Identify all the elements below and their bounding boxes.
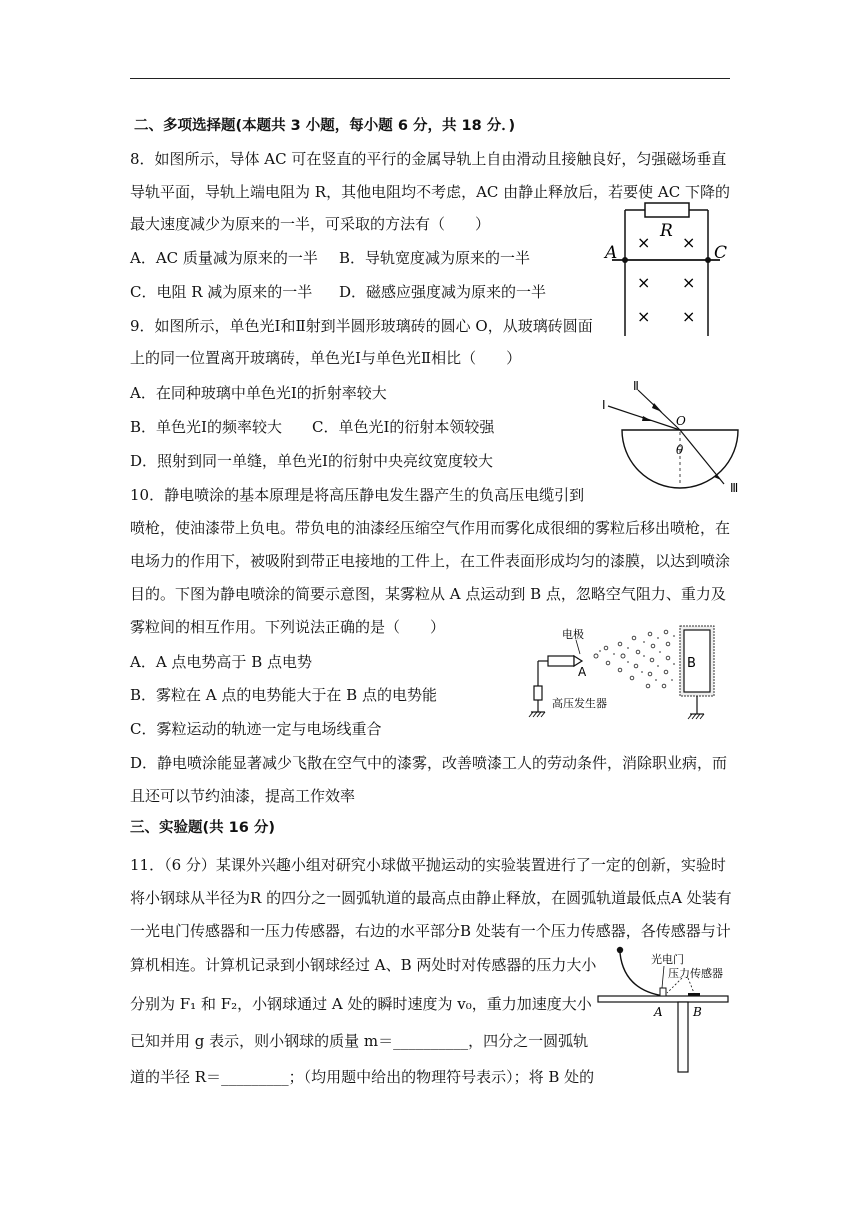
- q8-option-a: A．AC 质量减为原来的一半: [130, 249, 318, 267]
- q10-option-d-line-2: 且还可以节约油漆，提高工作效率: [130, 787, 356, 805]
- q9-ray-2-label: Ⅱ: [633, 379, 639, 393]
- q8-field-cross: ×: [637, 307, 651, 326]
- q11-stem-line-7: 道的半径 R＝_________；（均用题中给出的物理符号表示）；将 B 处的: [130, 1068, 595, 1086]
- q9-option-d: D．照射到同一单缝，单色光Ⅰ的衍射中央亮纹宽度较大: [130, 452, 493, 470]
- q9-center-o-label: O: [676, 414, 686, 428]
- q8-rail-resistor-figure: [600, 196, 740, 340]
- q10-stem-line-2: 喷枪，使油漆带上负电。带负电的油漆经压缩空气作用而雾化成很细的雾粒后移出喷枪，在: [130, 519, 731, 537]
- q10-stem-line-3: 电场力的作用下，被吸附到带正电接地的工件上，在工件表面形成均匀的漆膜，以达到喷涂: [130, 552, 731, 570]
- section-heading-multiple-choice: 二、多项选择题(本题共 3 小题，每小题 6 分，共 18 分．): [134, 118, 516, 134]
- q11-point-a-label: A: [654, 1005, 663, 1019]
- q8-field-cross: ×: [637, 273, 651, 292]
- q8-field-cross: ×: [682, 273, 696, 292]
- q10-option-a: A．A 点电势高于 B 点电势: [130, 653, 312, 671]
- q11-stem-line-1: 11．（6 分）某课外兴趣小组对研究小球做平抛运动的实验装置进行了一定的创新，实验时: [130, 856, 726, 874]
- q8-option-b: B．导轨宽度减为原来的一半: [339, 249, 531, 267]
- q10-electrostatic-spray-figure: [528, 618, 728, 728]
- q8-label-r: R: [660, 221, 673, 241]
- q11-pressure-sensor-label: 压力传感器: [668, 967, 723, 980]
- q8-option-d: D．磁感应强度减为原来的一半: [339, 283, 547, 301]
- q8-field-cross: ×: [682, 307, 696, 326]
- q10-option-b: B．雾粒在 A 点的电势能大于在 B 点的电势能: [130, 686, 437, 704]
- q9-ray-3-label: Ⅲ: [730, 481, 739, 494]
- q8-field-cross: ×: [637, 233, 651, 252]
- q8-field-cross: ×: [682, 233, 696, 252]
- q10-option-d-line-1: D．静电喷涂能显著减少飞散在空气中的漆雾，改善喷漆工人的劳动条件，消除职业病，而: [130, 754, 728, 772]
- q8-option-c: C．电阻 R 减为原来的一半: [130, 283, 313, 301]
- q8-stem-line-2: 导轨平面，导轨上端电阻为 R，其他电阻均不考虑，AC 由静止释放后，若要使 AC 下降的: [130, 183, 730, 201]
- q10-option-c: C．雾粒运动的轨迹一定与电场线重合: [130, 720, 382, 738]
- q10-electrode-label: 电极: [562, 628, 584, 641]
- q10-generator-label: 高压发生器: [552, 697, 607, 710]
- q11-projectile-apparatus-figure: [596, 944, 736, 1076]
- q9-option-b: B．单色光Ⅰ的频率较大: [130, 418, 282, 436]
- q10-point-a-label: A: [578, 665, 587, 679]
- q11-stem-line-4: 算机相连。计算机记录到小钢球经过 A、B 两处时对传感器的压力大小: [130, 956, 597, 974]
- q11-point-b-label: B: [693, 1005, 702, 1019]
- q10-stem-line-5: 雾粒间的相互作用。下列说法正确的是（ ）: [130, 618, 446, 636]
- q10-workpiece-b-label: B: [687, 656, 696, 671]
- q10-stem-line-4: 目的。下图为静电喷涂的简要示意图，某雾粒从 A 点运动到 B 点，忽略空气阻力、重力及: [130, 585, 726, 603]
- q10-stem-line-1: 10．静电喷涂的基本原理是将高压静电发生器产生的负高压电缆引到: [130, 486, 585, 504]
- q11-stem-line-5: 分别为 F₁ 和 F₂，小钢球通过 A 处的瞬时速度为 v₀，重力加速度大小: [130, 995, 592, 1013]
- section-heading-experiment: 三、实验题(共 16 分): [130, 820, 276, 836]
- q8-label-a: A: [605, 243, 618, 263]
- q11-stem-line-3: 一光电门传感器和一压力传感器，右边的水平部分B 处装有一个压力传感器，各传感器与计: [130, 922, 731, 940]
- q9-option-a: A．在同种玻璃中单色光Ⅰ的折射率较大: [130, 384, 387, 402]
- header-rule: [130, 78, 730, 79]
- q9-stem-line-2: 上的同一位置离开玻璃砖，单色光Ⅰ与单色光Ⅱ相比（ ）: [130, 349, 522, 367]
- q9-ray-1-label: Ⅰ: [602, 398, 606, 412]
- q8-stem-line-3: 最大速度减少为原来的一半，可采取的方法有（ ）: [130, 215, 491, 233]
- q9-semicircle-glass-figure: [596, 378, 756, 494]
- q11-stem-line-2: 将小钢球从半径为R 的四分之一圆弧轨道的最高点由静止释放，在圆弧轨道最低点A 处装有: [130, 889, 732, 907]
- q9-option-c: C．单色光Ⅰ的衍射本领较强: [312, 418, 495, 436]
- q11-photogate-label: 光电门: [651, 953, 684, 966]
- q8-stem-line-1: 8．如图所示，导体 AC 可在竖直的平行的金属导轨上自由滑动且接触良好，匀强磁场垂直: [130, 150, 727, 168]
- q9-stem-line-1: 9．如图所示，单色光Ⅰ和Ⅱ射到半圆形玻璃砖的圆心 O，从玻璃砖圆面: [130, 317, 593, 335]
- q8-label-c: C: [714, 243, 728, 263]
- q11-stem-line-6: 已知并用 g 表示，则小钢球的质量 m＝__________，四分之一圆弧轨: [130, 1032, 589, 1050]
- q9-theta-label: θ: [676, 443, 684, 457]
